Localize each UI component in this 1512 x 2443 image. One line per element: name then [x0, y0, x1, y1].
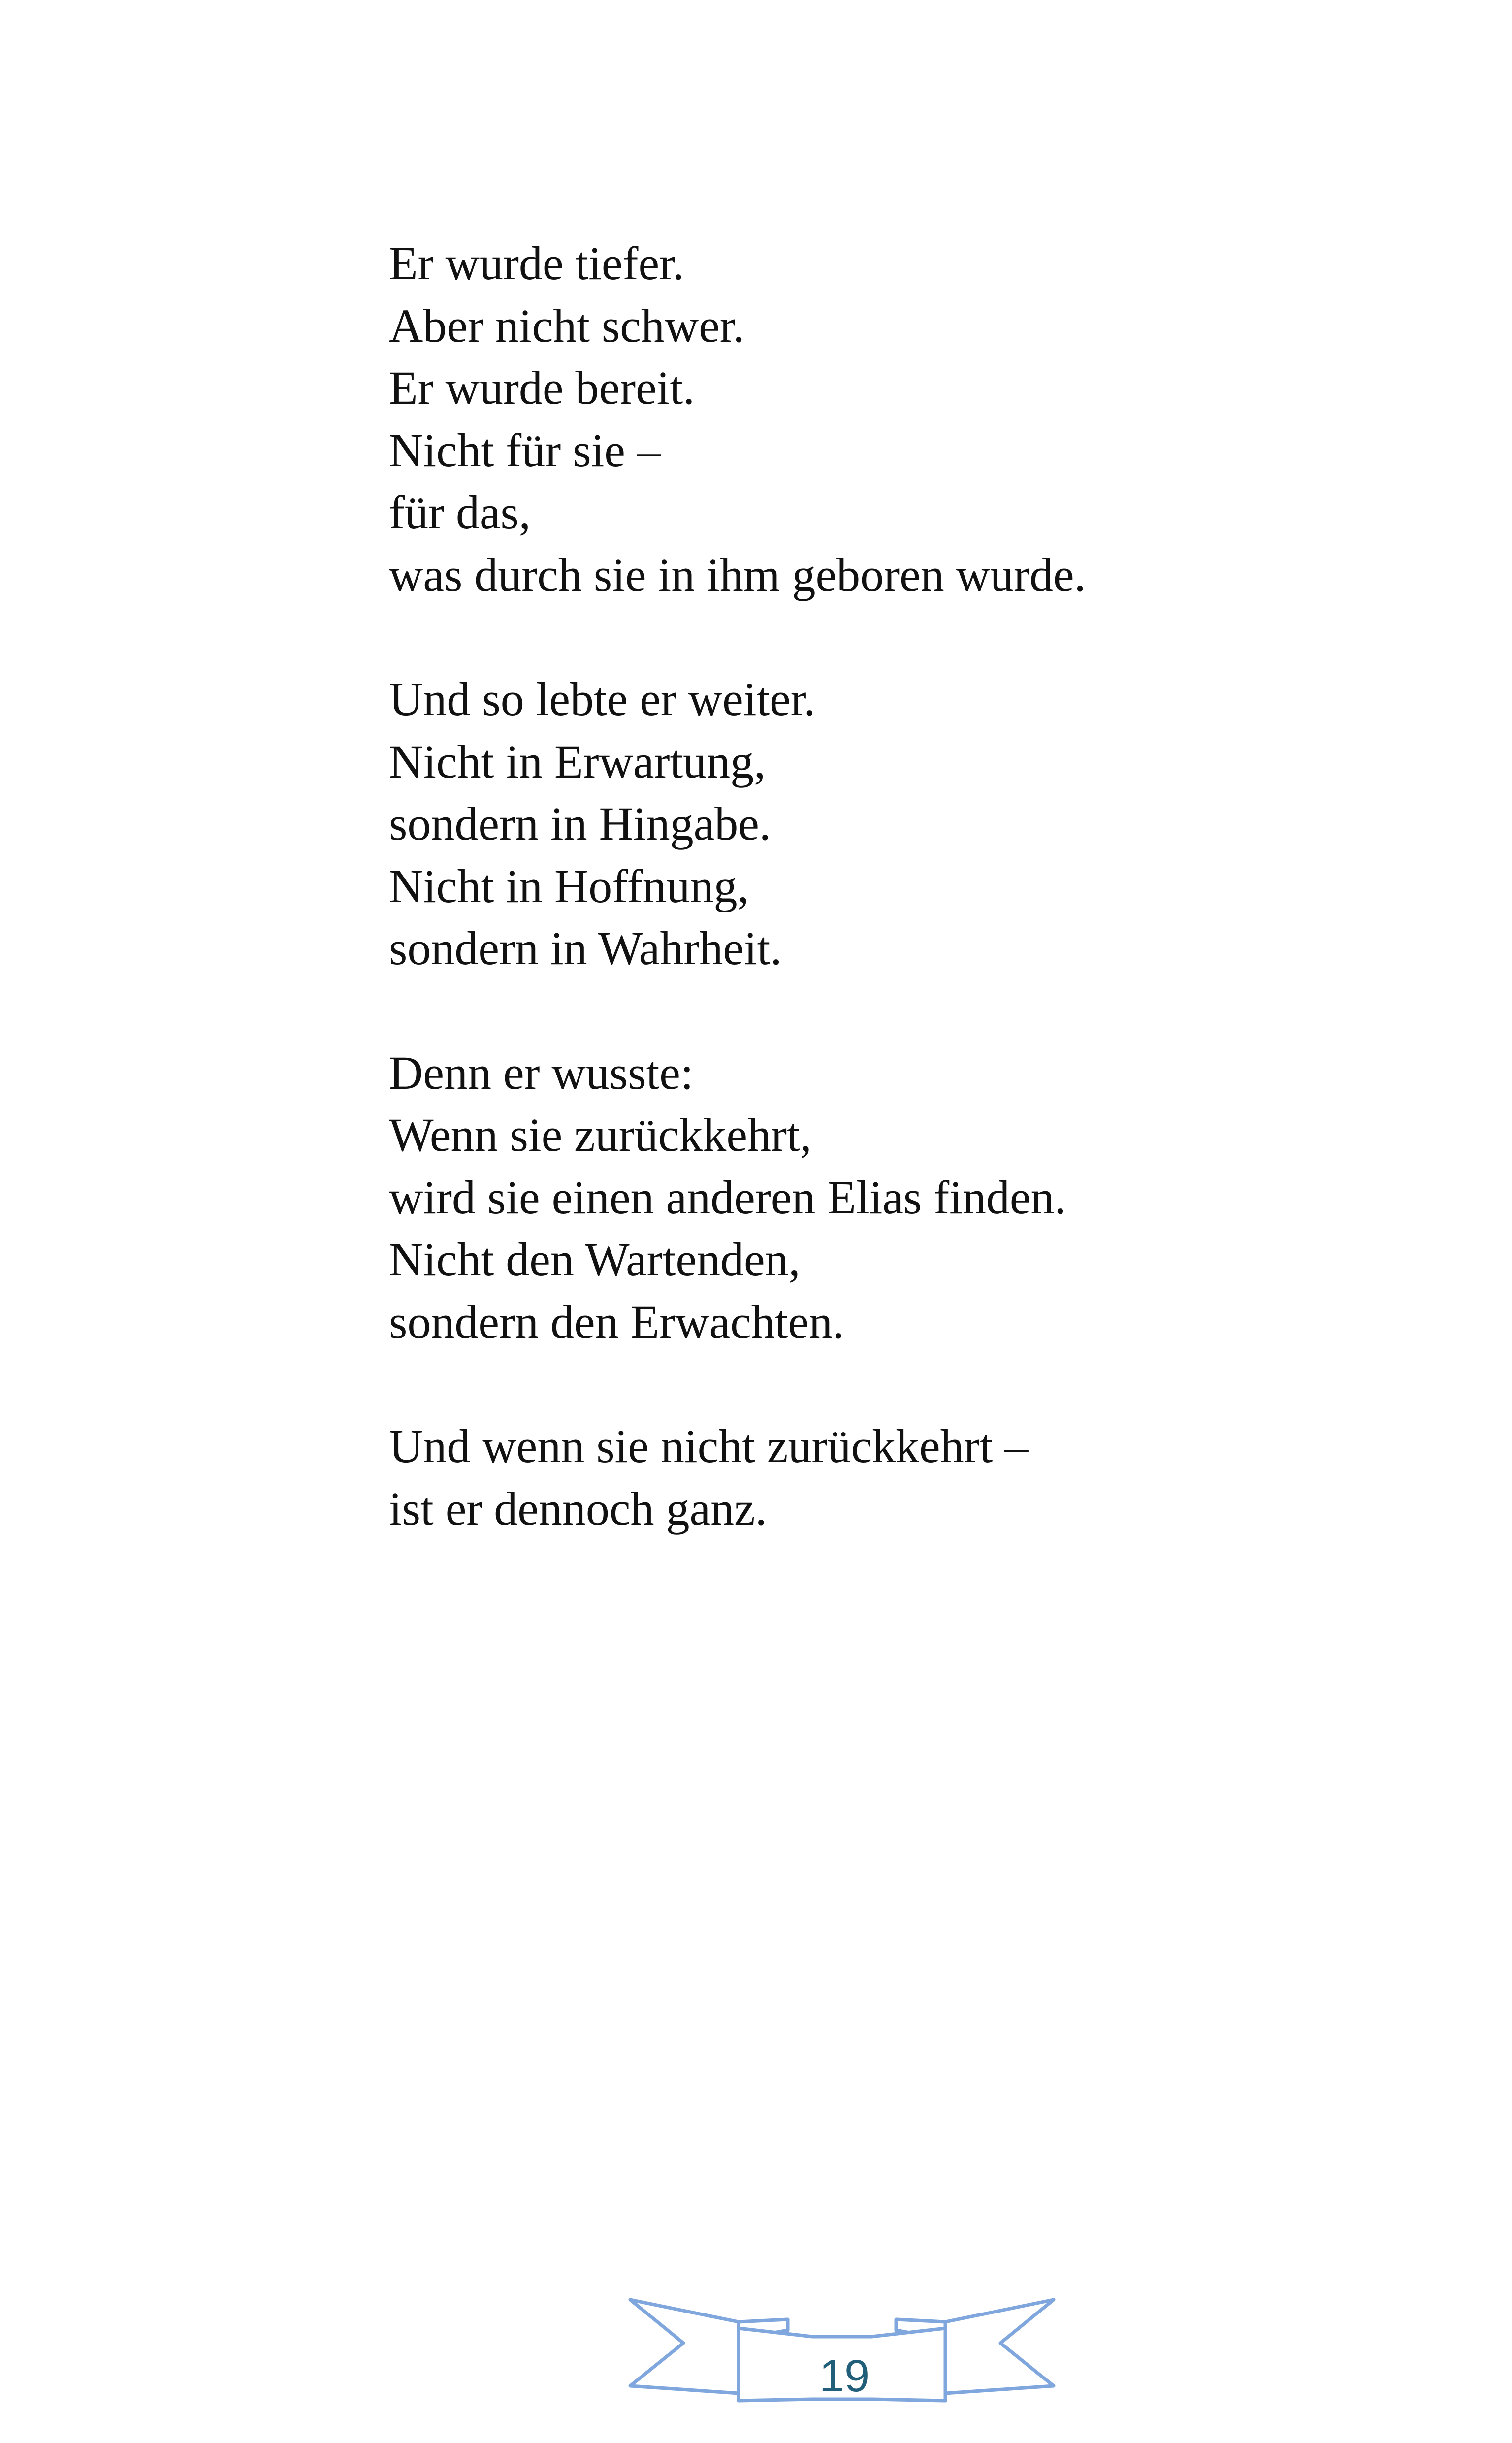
stanza-4 — [389, 1415, 1374, 1540]
poem-line: Wenn sie zurückkehrt, — [389, 1108, 812, 1161]
poem-line: was durch sie in ihm geboren wurde. — [389, 548, 1086, 601]
poem-line: Und wenn sie nicht zurückkehrt – — [389, 1420, 1029, 1472]
poem-line: Er wurde tiefer. — [389, 237, 684, 290]
poem-line: Aber nicht schwer. — [389, 299, 745, 352]
page-number: 19 — [819, 2350, 870, 2401]
poem-line: Nicht in Erwartung, — [389, 735, 766, 788]
page-number-banner — [625, 2285, 1068, 2423]
poem-line: ist er dennoch ganz. — [389, 1482, 767, 1535]
stanza-2 — [389, 668, 1374, 980]
poem-line: Nicht den Wartenden, — [389, 1233, 801, 1286]
poem-line: wird sie einen anderen Elias finden. — [389, 1171, 1066, 1224]
poem-line: sondern in Hingabe. — [389, 797, 771, 850]
poem-text — [389, 232, 1374, 1602]
poem-line: für das, — [389, 486, 531, 539]
poem-line: Er wurde bereit. — [389, 361, 695, 414]
poem-line: Nicht in Hoffnung, — [389, 859, 749, 912]
stanza-1 — [389, 232, 1374, 606]
poem-line: Und so lebte er weiter. — [389, 673, 816, 725]
poem-line: sondern den Erwachten. — [389, 1295, 844, 1348]
poem-line: sondern in Wahrheit. — [389, 922, 782, 975]
stanza-3 — [389, 1042, 1374, 1354]
poem-line: Denn er wusste: — [389, 1046, 694, 1099]
poem-line: Nicht für sie – — [389, 423, 661, 477]
